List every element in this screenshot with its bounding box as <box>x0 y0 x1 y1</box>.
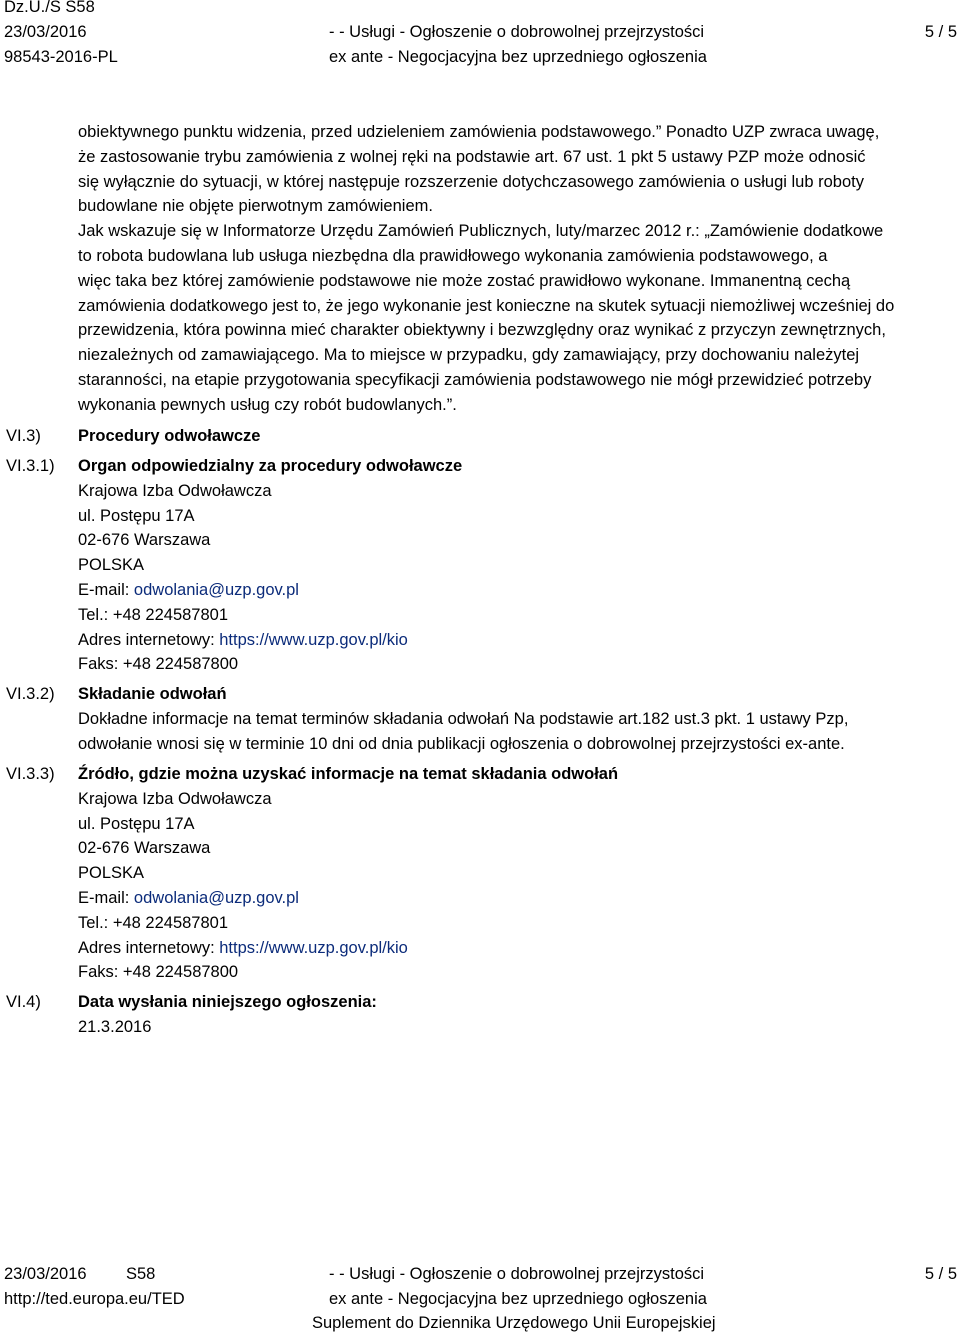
footer-title-line2: ex ante - Negocjacyjna bez uprzedniego ogłoszenia <box>329 1290 707 1308</box>
dispatch-date: 21.3.2016 <box>78 1017 152 1036</box>
org-street: ul. Postępu 17A <box>78 506 195 525</box>
org-web-row <box>78 936 958 961</box>
header-title-line1: - - Usługi - Ogłoszenie o dobrowolnej przejrzystości <box>329 23 705 41</box>
email-label: E-mail: <box>78 888 134 907</box>
section-label-vi32: VI.3.2) <box>6 685 55 703</box>
footer-page-number: 5 / 5 <box>924 1265 957 1283</box>
section-title-vi31: Organ odpowiedzialny za procedury odwoławcze <box>78 457 463 475</box>
text-line: Dokładne informacje na temat terminów składania odwołań Na podstawie art.182 ust.3 pkt. 1 ustawy Pzp, <box>78 709 849 728</box>
section-vi33 <box>78 762 958 985</box>
section-vi31 <box>78 454 958 677</box>
org-tel: Tel.: +48 224587801 <box>78 913 229 932</box>
org-city: 02-676 Warszawa <box>78 839 211 858</box>
section-label-vi33: VI.3.3) <box>6 765 55 783</box>
org-name: Krajowa Izba Odwoławcza <box>78 481 272 500</box>
text-line: przewidzenia, która powinna mieć charakter obiektywny i bezwzględny oraz wynikać z przyczyn zewnętrznych, <box>78 321 886 340</box>
section-vi4 <box>78 990 958 1040</box>
org-country: POLSKA <box>78 556 145 575</box>
footer-series: S58 <box>126 1265 156 1283</box>
section-title-vi4: Data wysłania niniejszego ogłoszenia: <box>78 993 377 1011</box>
footer-title-line3: Suplement do Dziennika Urzędowego Unii Europejskiej <box>312 1314 716 1332</box>
section-title-vi32: Składanie odwołań <box>78 685 227 703</box>
section-title-vi3: Procedury odwoławcze <box>78 427 261 445</box>
email-link[interactable]: odwolania@uzp.gov.pl <box>133 888 299 907</box>
text-line: obiektywnego punktu widzenia, przed udzieleniem zamówienia podstawowego.” Ponadto UZP zwraca uwagę, <box>78 123 880 141</box>
text-line: wykonania pewnych usług czy robót budowlanych.”. <box>78 395 457 414</box>
org-fax: Faks: +48 224587800 <box>78 963 239 982</box>
org-email-row <box>78 578 958 603</box>
footer-title-line1: - - Usługi - Ogłoszenie o dobrowolnej przejrzystości <box>329 1265 705 1283</box>
text-line: niezależnych od zamawiającego. Ma to miejsce w przypadku, gdy zamawiający, przy dochowaniu należytej <box>78 346 860 365</box>
text-line: więc taka bez której zamówienie podstawowe nie może zostać prawidłowo wykonane. Immanentną cechą <box>78 271 851 290</box>
section-title-vi33: Źródło, gdzie można uzyskać informacje na temat składania odwołań <box>78 765 619 783</box>
text-line: się wyłącznie do sytuacji, w której następuje rozszerzenie dotychczasowego zamówienia o usługi lub roboty <box>78 172 864 191</box>
header-notice-id: 98543-2016-PL <box>4 48 118 66</box>
section-vi32 <box>78 682 958 756</box>
text-line: odwołanie wnosi się w terminie 10 dni od dnia publikacji ogłoszenia o dobrowolnej przejrzystości ex-ante. <box>78 734 845 753</box>
web-label: Adres internetowy: <box>78 938 220 957</box>
org-city: 02-676 Warszawa <box>78 531 211 550</box>
text-line: to robota budowlana lub usługa niezbędna dla prawidłowego wykonania zamówienia podstawowego, a <box>78 246 828 265</box>
web-link[interactable]: https://www.uzp.gov.pl/kio <box>219 630 408 649</box>
header-date: 23/03/2016 <box>4 23 87 41</box>
org-name: Krajowa Izba Odwoławcza <box>78 789 272 808</box>
text-line: budowlane nie objęte pierwotnym zamówieniem. <box>78 197 433 216</box>
header-title-line2: ex ante - Negocjacyjna bez uprzedniego ogłoszenia <box>329 48 707 66</box>
section-label-vi4: VI.4) <box>6 993 41 1011</box>
org-tel: Tel.: +48 224587801 <box>78 605 229 624</box>
header-doc-ref: Dz.U./S S58 <box>4 0 95 16</box>
text-line: zamówienia dodatkowego jest to, że jego wykonanie jest konieczne na skutek sytuacji niemożliwej wcześniej do <box>78 296 895 315</box>
web-link[interactable]: https://www.uzp.gov.pl/kio <box>219 938 408 957</box>
text-line: że zastosowanie trybu zamówienia z wolnej ręki na podstawie art. 67 ust. 1 pkt 5 ustawy PZP może odnosić <box>78 147 866 166</box>
text-line: staranności, na etapie przygotowania specyfikacji zamówienia podstawowego nie mógł przewidzieć potrzeby <box>78 370 872 389</box>
email-label: E-mail: <box>78 580 134 599</box>
org-web-row <box>78 628 958 653</box>
intro-text <box>78 120 958 418</box>
web-label: Adres internetowy: <box>78 630 220 649</box>
org-email-row <box>78 886 958 911</box>
org-fax: Faks: +48 224587800 <box>78 655 239 674</box>
section-label-vi31: VI.3.1) <box>6 457 55 475</box>
section-label-vi3: VI.3) <box>6 427 41 445</box>
footer-url[interactable]: http://ted.europa.eu/TED <box>4 1290 185 1308</box>
org-street: ul. Postępu 17A <box>78 814 195 833</box>
org-country: POLSKA <box>78 864 145 883</box>
text-line: Jak wskazuje się w Informatorze Urzędu Zamówień Publicznych, luty/marzec 2012 r.: „Zamówienie dodatkowe <box>78 222 884 241</box>
email-link[interactable]: odwolania@uzp.gov.pl <box>133 580 299 599</box>
footer-date: 23/03/2016 <box>4 1265 87 1283</box>
header-page-number: 5 / 5 <box>924 23 957 41</box>
